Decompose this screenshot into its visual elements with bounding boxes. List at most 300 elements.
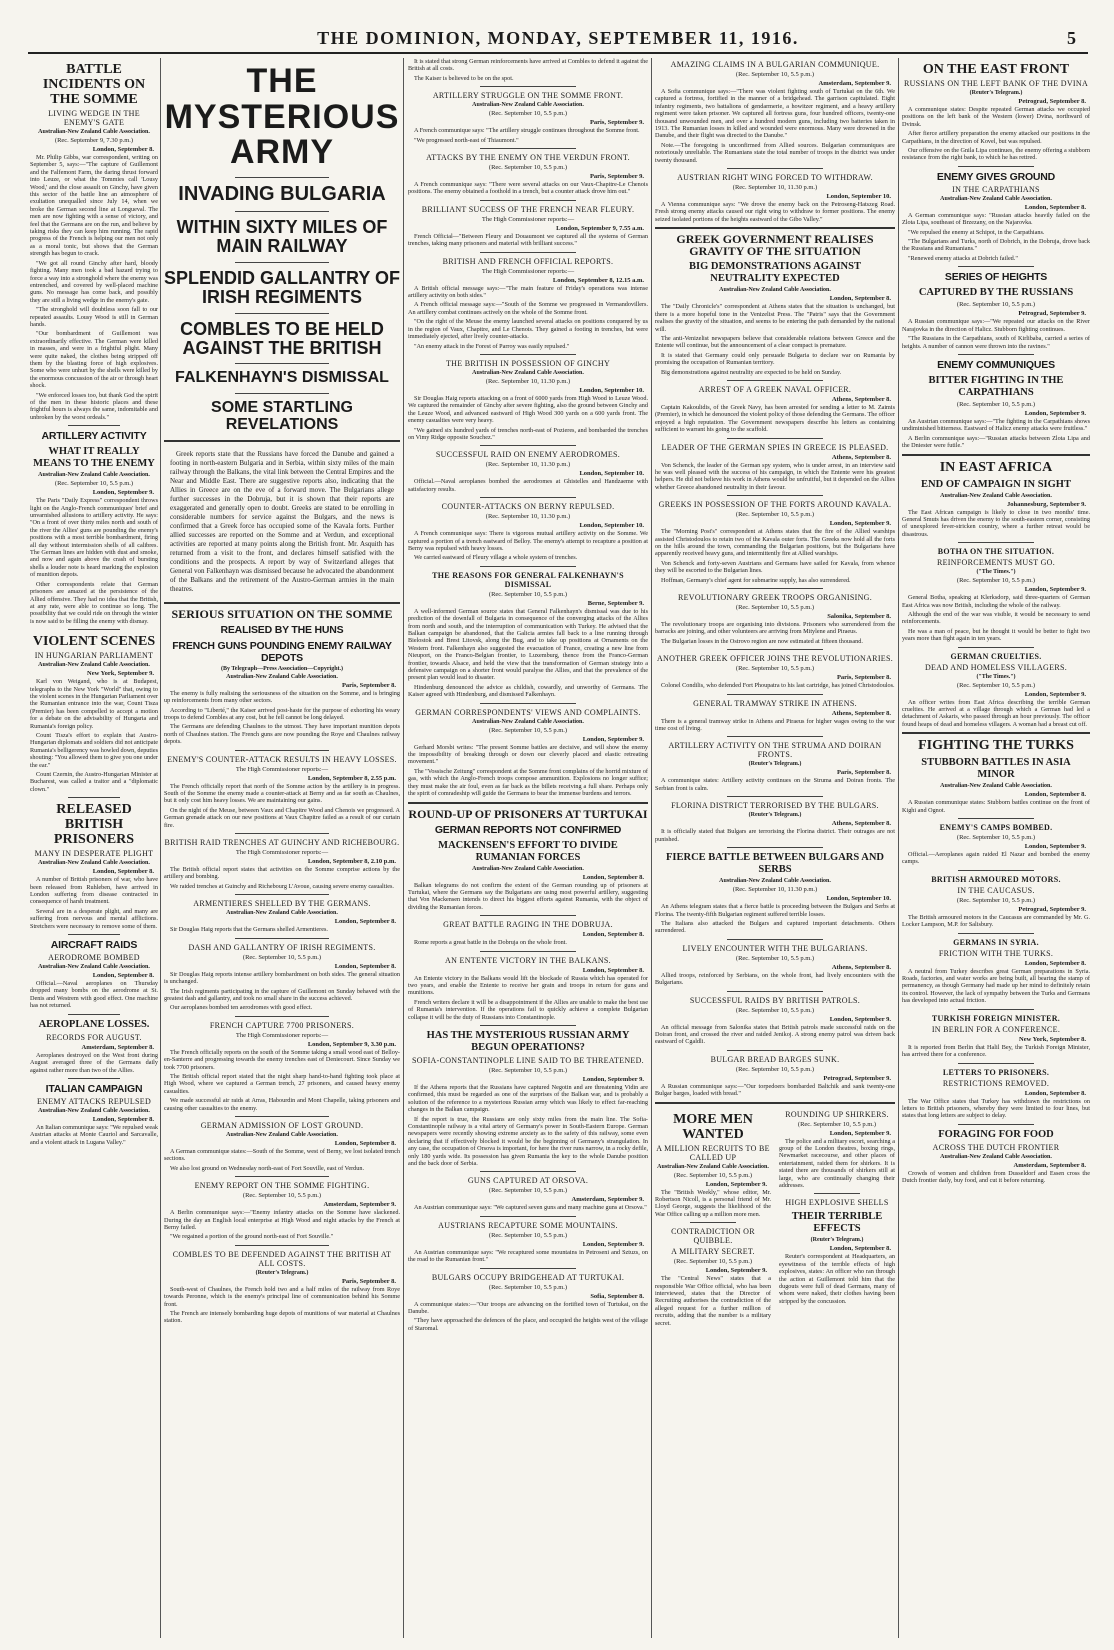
subhead: DEAD AND HOMELESS VILLAGERS. (924, 662, 1068, 672)
dateline: Amsterdam, September 9. (818, 80, 891, 87)
separator (235, 1176, 329, 1177)
headline: RELEASED BRITISH PRISONERS (53, 802, 135, 848)
paragraph: A French communique says: "There were several attacks on our Vaux-Chapitre-Le Chenois positions. The enemy obtained a foothold in a trench, but a counter attack drove him out." (408, 181, 648, 196)
separator (814, 1193, 860, 1194)
paragraph: A Russian communique says:—"Our torpedoers bombarded Baltchik and sank twenty-one Bulgar barges, loaded with bread." (655, 1082, 895, 1098)
paragraph: Allied troops, reinforced by Serbians, on the whole front, had lively encounters with the Bulgarians. (655, 971, 895, 987)
paragraph: "We regained a portion of the ground north-east of Fort Souville." (170, 1233, 334, 1241)
subhead: REALISED BY THE HUNS (220, 623, 344, 636)
paragraph: Sir Douglas Haig reports attacking on a front of 6000 yards from High Wood to Leuze Wood. We captured the remainder of Ginchy after severe fighting, also the ground between Ginchy and the Leuze Wood, and advanced eastward of High Wood 300 yards on a 600 yards front. The enemy casualties were very heavy. (408, 394, 648, 425)
dateline: Petrograd, September 9. (1018, 905, 1086, 913)
paragraph: The "Daily Chronicle's" correspondent at Athens states that the situation is unchanged, but there is a more hopeful tone in the Venizelist Press. The "Patris" says that the Government realises the gravity of the situation, and seems to be entering the path demanded by the national will. (655, 303, 895, 333)
subhead: ACROSS THE DUTCH FRONTIER (932, 1142, 1060, 1152)
dateline: Athens, September 8. (831, 963, 891, 971)
received-line: (Rec. September 10, 5.5 p.m.) (956, 834, 1036, 842)
paragraph: Count Tisza's effort to explain that Austro-Hungarian diplomats and soldiers did not anticipate Rumania's belligerency was howled down, deputies shouting: "You allowed them to give you one under the ear." (30, 731, 158, 769)
source-line: Australian-New Zealand Cable Association. (719, 287, 831, 294)
separator (727, 380, 823, 381)
paragraph: Reuter's correspondent at Headquarters, an eyewitness of the terrible effects of high explosives, states: An officer who ran through the action at Guillemont told him that the dugouts were full of dead Germans, many of whom were naked, their clothes having been stripped by the concussion. (779, 1253, 895, 1305)
separator (480, 252, 576, 253)
received-line: (Rec. September 10, 5.5 p.m.) (735, 604, 815, 612)
paragraph: The War Office states that Turkey has withdrawn the restrictions on letters to British prisoners, whereby they were limited to four lines, but states that long letters are subject to delay. (902, 1097, 1090, 1120)
separator (480, 354, 576, 355)
dateline: London, September 10. (579, 386, 644, 394)
paragraph: The "British Weekly," whose editor, Mr. Robertson Nicoll, is a personal friend of Mr. Lloyd George, suggests the likelihood of the War Office calling up a million more men. (655, 1188, 771, 1218)
paragraph: Big demonstrations against neutrality are expected to be held on Sunday. (661, 368, 842, 376)
received-line: (Rec. September 10, 5.5 p.m.) (956, 301, 1036, 309)
paragraph: Although the end of the war was visible, it would be necessary to send reinforcements. (902, 610, 1090, 626)
dateline: Amsterdam, September 9. (323, 1201, 396, 1209)
headline: ENEMY'S CAMPS BOMBED. (939, 823, 1053, 833)
received-line: (Rec. September 10, 5.5 p.m.) (488, 1066, 568, 1074)
paragraph: An Italian communique says: "We repulsed weak Austrian attacks at Monte Cauriol and Sarcavalle, and a violent attack in Lugana Valley." (30, 1123, 158, 1146)
paragraph: The French officially reports on the south of the Somme taking a small wood east of Belloy-en-Santerre and progressing towards the enemy trenches east of Deniecourt. Since Sunday we took 7700 prisoners. (164, 1048, 400, 1071)
headline: VIOLENT SCENES (32, 634, 156, 650)
paragraph: He was a man of peace, but he thought it would be better to fight two years more than fight again in ten years. (902, 627, 1090, 643)
received-line: (Rec. September 10, 11.30 p.m.) (732, 184, 818, 192)
paragraph: French writers declare it will be a disappointment if the Allies are unable to make the best use of Rumania's intervention. If the operations fail to quickly achieve a complete Bulgarian collapse it will be the duty of Russians into Constantinople. (408, 998, 648, 1021)
headline: THE BRITISH IN POSSESSION OF GINCHY (445, 358, 611, 368)
separator (727, 1050, 823, 1051)
paragraph: It is stated that strong German reinforcements have arrived at Combles to defend it against the British at all costs. (408, 58, 648, 73)
separator (727, 939, 823, 940)
headline: GUNS CAPTURED AT ORSOVA. (467, 1176, 589, 1186)
separator (958, 933, 1033, 934)
separator (164, 440, 400, 442)
dateline: London, September 8. (92, 146, 154, 153)
subhead: LIVING WEDGE IN THE ENEMY'S GATE (48, 109, 140, 127)
subhead: RECORDS FOR AUGUST. (46, 1032, 142, 1042)
paragraph: The enemy is fully realising the seriousness of the situation on the Somme, and is bringing up reinforcements from many other sectors. (164, 689, 400, 705)
paragraph: The East African campaign is likely to close in two months' time. General Smuts has driven the enemy to the south-eastern corner, consisting of unexplored fever-stricken country, where a further retreat would be disastrous. (902, 508, 1090, 538)
paragraph: Sir Douglas Haig reports that the Germans shelled Armentieres. (170, 926, 328, 934)
dateline: Paris, September 9. (589, 173, 644, 181)
source-line: (Reuter's Telegram.) (748, 812, 802, 819)
paragraph: A German communique states:—South of the Somme, west of Berny, we lost isolated trench sections. (164, 1147, 400, 1163)
separator (727, 649, 823, 650)
dateline: Paris, September 8. (836, 769, 891, 777)
headline: FLORINA DISTRICT TERRORISED BY THE BULGARS. (671, 801, 879, 811)
paragraph: Aeroplanes destroyed on the West front during August averaged three of the Germans daily against rather more than two of the Allies. (30, 1051, 158, 1074)
headline: AIRCRAFT RAIDS (50, 939, 138, 952)
headline: HIGH EXPLOSIVE SHELLS (785, 1198, 889, 1208)
subhead: FRENCH GUNS POUNDING ENEMY RAILWAY DEPOTS (172, 639, 392, 664)
separator (902, 454, 1090, 456)
source-line: (Reuter's Telegram.) (748, 761, 802, 768)
paragraph: Von Schenck, the leader of the German spy system, who is under arrest, in an interview said he was well pleased with the success of his campaign, in which the Entente were his greatest helpers. He did not believe his work in Athens would be unfruitful, but it depended on the Allies whether Greece abandoned neutrality in their favour. (655, 461, 895, 491)
dateline: London, September 10. (826, 895, 891, 903)
received-line: (Rec. September 10, 5.5 p.m.) (673, 1171, 753, 1179)
paragraph: The Italians also attacked the Bulgars and captured important detachments. Others surrendered. (655, 919, 895, 935)
source-line: Australian-New Zealand Cable Association. (472, 718, 584, 725)
dateline: London, September 10. (579, 470, 644, 478)
paragraph: Several are in a desperate plight, and many are suffering from nervous and mental afflictions. Stretchers were necessary to remove some of them. (30, 907, 158, 930)
paragraph: South-west of Chaulnes, the French hold two and a half miles of the railway from Roye towards Peronne, which is the enemy's principal line of communication behind his Somme front. (164, 1285, 400, 1308)
subhead: FRICTION WITH THE TURKS. (938, 948, 1054, 958)
received-line: (Rec. September 10, 11.30 p.m.) (732, 886, 818, 894)
separator (727, 796, 823, 797)
headline: BOTHA ON THE SITUATION. (937, 547, 1055, 557)
headline: ENEMY REPORT ON THE SOMME FIGHTING. (194, 1181, 370, 1191)
separator (727, 588, 823, 589)
received-line: The High Commissioner reports:— (235, 765, 329, 773)
paragraph: On the night of the Meuse, between Vaux and Chapitre Wood and Chenois we progressed. A German grenade attack on our new positions at Vaux Chapitre failed as a result of our curtain fire. (164, 806, 400, 829)
separator (68, 425, 119, 426)
headline: SERIOUS SITUATION ON THE SOMME (171, 606, 393, 621)
headline: GERMAN CORRESPONDENTS' VIEWS AND COMPLAINTS. (415, 707, 641, 717)
paragraph: Rome reports a great battle in the Dobruja on the whole front. (414, 939, 567, 947)
separator (958, 647, 1033, 648)
received-line: (Rec. September 10, 5.5 p.m.) (488, 164, 568, 172)
headline: SERIES OF HEIGHTS (944, 271, 1048, 284)
dateline: London, September 9. (92, 489, 154, 497)
paragraph: "They have approached the defences of the place, and occupied the heights west of the village of Staromal. (408, 1317, 648, 1332)
dateline: London, September 9. (829, 520, 891, 528)
dateline: Sofia, September 8. (590, 1292, 644, 1300)
dateline: Paris, September 8. (341, 681, 396, 689)
headline: GREEK GOVERNMENT REALISES GRAVITY OF THE SITUATION (676, 232, 874, 259)
received-line: (Rec. September 10, 5.5 p.m.) (735, 1065, 815, 1073)
received-line: (Rec. September 10, 5.5 p.m.) (673, 1258, 753, 1266)
dateline: Amsterdam, September 9. (571, 1196, 644, 1204)
paragraph: The Kaiser is believed to be on the spot. (414, 74, 514, 82)
separator (235, 894, 329, 895)
paragraph: A communique states:—"Our troops are advancing on the fortified town of Turtukai, on the Danube. (408, 1300, 648, 1316)
headline: AEROPLANE LOSSES. (38, 1018, 150, 1030)
paragraph: The revolutionary troops are organising into divisions. Prisoners who surrendered from the barracks are joining, and other volunteers are arriving from Mitylene and Piraeus. (655, 621, 895, 636)
received-line: (Rec. September 10, 11.30 p.m.) (485, 461, 571, 469)
separator (480, 1216, 576, 1217)
paragraph: A Russian communique states: Stubborn battles continue on the front of Kighi and Ognot. (902, 799, 1090, 814)
separator (958, 542, 1033, 543)
subhead: AERODROME BOMBED (48, 953, 140, 963)
paragraph: An Austrian communique says: "We recaptured some mountains in Petroseni and Sztuzs, on the road to the Rumanian front." (408, 1248, 648, 1264)
headline: AUSTRIANS RECAPTURE SOME MOUNTAINS. (438, 1220, 618, 1230)
headline: BULGAR BREAD BARGES SUNK. (710, 1054, 840, 1064)
separator (727, 495, 823, 496)
paragraph: An official message from Salonika states that British patrols made successful raids on the Doiran front, and crossed the river and raided Jenikoj. A strong enemy patrol was driven back eastward of Cgaldli. (655, 1023, 895, 1046)
column-divider (160, 58, 161, 1638)
paragraph: The "Morning Post's" correspondent at Athens states that the fire of the Allied warships assisted Christodoulos to retain two of the Kavala outer forts. The Greeks now hold all the forts on the hills around the town, commanding the Bulgarian positions, but the Bulgarians have apparently received heavy guns, and intermittently fire at Allied warships. (655, 528, 895, 558)
subhead: IN BERLIN FOR A CONFERENCE. (931, 1024, 1061, 1034)
separator (727, 694, 823, 695)
separator (690, 1222, 736, 1223)
paragraph: The British official report states that activities on the Somme comprise actions by the artillery and bombing. (164, 866, 400, 881)
received-line: (Rec. September 10, 5.5 p.m.) (956, 400, 1036, 408)
dateline: Amsterdam, September 8. (81, 1043, 154, 1051)
received-line: The High Commissioner reports:— (235, 849, 329, 857)
headline: FIERCE BATTLE BETWEEN BULGARS AND SERBS (665, 852, 885, 876)
paragraph: Count Czernin, the Austro-Hungarian Minister at Bucharest, was called a traitor and a "diplomatic clown." (30, 771, 158, 793)
paragraph: The French officially report that north of the Somme action by the artillery is in progress. South of the Somme the enemy made a counter-attack at Berny and as far south as Chaulnes, but it only cost him heavy losses. We are maintaining our gains. (164, 782, 400, 805)
separator (68, 934, 119, 935)
separator (958, 166, 1033, 167)
separator (235, 393, 329, 394)
dateline: London, September 8. (334, 962, 396, 970)
paragraph: Note.—The foregoing is unconfirmed from Allied sources. Bulgarian communiques are notoriously unreliable. The Rumanians state the total number of troops in the district was under twenty thousand. (655, 141, 895, 164)
dateline: London, September 8. (582, 966, 644, 974)
subhead: END OF CAMPAIGN IN SIGHT (921, 478, 1071, 490)
separator (958, 354, 1033, 355)
separator (235, 1116, 329, 1117)
headline: AUSTRIAN RIGHT WING FORCED TO WITHDRAW. (677, 173, 873, 183)
paragraph: There is a general tramway strike in Athens and Piraeus for higher wages owing to the war time cost of living. (655, 717, 895, 733)
paragraph: A French official message says:—"South of the Somme we progressed in Vermandovillers. An artillery combat continues actively on the whole of the Somme front. (408, 301, 648, 316)
dateline: London, September 9. (1024, 843, 1086, 851)
paragraph: A Berlin communique says:—"Russian attacks between Zlota Lipa and the Dniester were futile." (902, 434, 1090, 450)
column-3 (408, 58, 648, 1638)
dateline: London, September 8. (334, 918, 396, 926)
separator (480, 915, 576, 916)
dateline: London, September 8. (1024, 1089, 1086, 1097)
column-divider (651, 58, 652, 1638)
received-line: (Rec. September 10, 5.5 p.m.) (956, 896, 1036, 904)
separator (727, 847, 823, 848)
separator (902, 732, 1090, 734)
subhead: RUSSIANS ON THE LEFT BANK OF THE DVINA (903, 79, 1089, 88)
paragraph: French Official—"Between Fleury and Douaumont we captured all the systems of German trenches, taking many prisoners and material with brilliant success." (408, 232, 648, 248)
paragraph: Captain Kakoulidis, of the Greek Navy, has been arrested for sending a letter to M. Zaimis (Premier), in which he denounced the violent policy of those defending the Germans. The officer enjoyed a high reputation. The Government newspapers describe his letters as containing sufficient to warrant his going to the scaffold. (655, 403, 895, 434)
paragraph: An Athens telegram states that a fierce battle is proceeding between the Bulgars and Serbs at Florina. The twenty-fifth Bulgarian regiment suffered terrible losses. (655, 903, 895, 918)
received-line: (Rec. September 10, 5.5 p.m.) (242, 1192, 322, 1200)
subhead: MANY IN DESPERATE PLIGHT (34, 849, 154, 859)
paragraph: A number of British prisoners of war, who have been released from Ruhleben, have arrived in London suffering from disease contracted in consequence of harsh treatment. (30, 876, 158, 906)
received-line: The High Commissioner reports:— (235, 1031, 329, 1039)
dateline: London, September 8, 2.55 p.m. (307, 774, 396, 782)
headline: THE REASONS FOR GENERAL FALKENHAYN'S DISMISSAL (432, 570, 624, 589)
source-line: Australian-New Zealand Cable Association. (38, 472, 150, 479)
dateline: Athens, September 8. (831, 820, 891, 828)
dateline: Petrograd, September 9. (1018, 310, 1086, 318)
paragraph: Other correspondents relate that German prisoners are amazed at the persistence of the Allied offensive. They had no idea that the British, at any rate, were able to continue so long. The possibility that we could ride on through the winter is now said to be filling the enemy with dismay. (30, 580, 158, 625)
dateline: London, September 9. (705, 1180, 767, 1188)
separator (235, 833, 329, 834)
separator (480, 1025, 576, 1026)
paragraph: Crowds of women and children from Dusseldorf and Essen cross the Dutch frontier daily, buy food, and cut it before returning. (902, 1169, 1090, 1185)
column-5 (902, 58, 1090, 1638)
dateline: New York, September 8. (1019, 1035, 1086, 1043)
headline: LEADER OF THE GERMAN SPIES IN GREECE IS PLEASED. (661, 442, 889, 452)
dateline: London, September 9. (1024, 586, 1086, 594)
headline: GERMANS IN SYRIA. (953, 937, 1039, 947)
separator (958, 1063, 1033, 1064)
lead-deck: SOME STARTLING REVELATIONS (211, 399, 353, 433)
received-line: (Rec. September 10, 5.5 p.m.) (735, 1006, 815, 1014)
received-line: (Rec. September 10, 5.5 p.m.) (488, 590, 568, 598)
lead-paragraph: Greek reports state that the Russians have forced the Danube and gained a footing in north-eastern Bulgaria and in Serbia, within sixty miles of the main railway through the Balkans, the vital link between the Central Empires and the Near and Middle East. There are suggestive reports also, indicating that the Allies in Greece are on the eve of a forward move. The Bulgarians allege further successes in the Dobruja, but it is shown that their reports are exaggerated and generally open to doubt. Greeks are stated to be enrolling in considerable numbers for service against the Bulgars, and the news is confirmed that a Greek force has occupied some of the Kavala forts. Further allied successes are reported on the Somme and at Verdun, and exceptional activities are reported at many points along the British front. Mr. Asquith has returned from a visit to the front, and declares himself satisfied with the conditions and the prospects. A report by way of Switzerland alleges that General von Falkenhayn was dismissed because he advocated the abandonment of the Balkans and the retirement of the Austro-German armies in the main theatres. (170, 449, 394, 593)
dateline: London, September 8. (334, 1139, 396, 1147)
received-line: (Rec. September 10, 5.5 p.m.) (54, 480, 134, 488)
paragraph: Hoffman, Germany's chief agent for submarine supply, has also surrendered. (661, 576, 851, 584)
separator (68, 1014, 119, 1015)
paragraph: A British official message says:—"The main feature of Friday's operations was intense artillery activity on both sides." (408, 284, 648, 300)
paragraph: It is reported from Berlin that Halil Bey, the Turkish Foreign Minister, has arrived there for a conference. (902, 1043, 1090, 1059)
paragraph: Karl von Weigand, who is at Budapest, telegraphs to the New York "World" that, owing to the violent scenes in the Hungarian Parliament over the Rumanian entrance into the war, Count Tisza (Premier) has been compelled to accept a motion for a debate on the advisability of Hungaria and Rumania's foreign policy. (30, 678, 158, 730)
paragraph: We also lost ground on Wednesday north-east of Fort Souville, east of Verdun. (170, 1164, 364, 1172)
dateline: London, September 8. (829, 1245, 891, 1253)
source-line: ("The Times.") (976, 569, 1016, 576)
page-number: 5 (1067, 28, 1076, 48)
paragraph: Official.—Naval aeroplanes on Thursday dropped many bombs on the aerodrome at St. Denis and Westrem with good effect. One machine has not returned. (30, 980, 158, 1010)
subhead: BIG DEMONSTRATIONS AGAINST NEUTRALITY EXPECTED (689, 261, 861, 285)
headline: AN ENTENTE VICTORY IN THE BALKANS. (445, 955, 611, 965)
paragraph: An Austrian communique says:—"The fighting in the Carpathians shows undiminished bitterness. Eastward of Halicz enemy attacks were fruitless." (902, 417, 1090, 433)
headline: COUNTER-ATTACKS ON BERNY REPULSED. (441, 502, 615, 512)
source-line: Australian-New Zealand Cable Association. (940, 492, 1052, 499)
paragraph: A French communique says: There is vigorous mutual artillery activity on the Somme. We captured a portion of a trench eastward of Belloy. The enemy's attempt to recapture a position at Berny was repulsed with heavy losses. (408, 530, 648, 552)
dateline: London, September 9. (1024, 409, 1086, 417)
paragraph: "The Bulgarians and Turks, north of Dobrich, in the Dobruja, drove back the Russians and Rumanians." (902, 238, 1090, 253)
two-column-block (655, 1108, 895, 1329)
paragraph: It is officially stated that Bulgars are terrorising the Florina district. Their outrages are not punished. (655, 828, 895, 843)
separator (235, 313, 329, 314)
headline: BATTLE INCIDENTS ON THE SOMME (42, 62, 146, 107)
dateline: Paris, September 8. (836, 674, 891, 682)
headline: COMBLES TO BE DEFENDED AGAINST THE BRITISH AT ALL COSTS. (172, 1249, 392, 1268)
headline: BRILLIANT SUCCESS OF THE FRENCH NEAR FLEURY. (421, 204, 635, 214)
received-line: (Rec. September 10, 5.5 p.m.) (488, 1231, 568, 1239)
headline: ARTILLERY STRUGGLE ON THE SOMME FRONT. (432, 91, 624, 101)
separator (235, 177, 329, 178)
dateline: Athens, September 8. (831, 453, 891, 461)
separator (727, 168, 823, 169)
subhead: BITTER FIGHTING IN THE CARPATHIANS (928, 374, 1064, 398)
subhead: IN HUNGARIAN PARLIAMENT (34, 651, 154, 661)
paragraph: The Germans are defending Chaulnes to the utmost. They have important munition depots north of Chaulnes station. The French guns are now pounding the Roye and Chaulnes railway depots. (164, 723, 400, 746)
dateline: Berne, September 9. (587, 599, 644, 607)
subhead: RESTRICTIONS REMOVED. (942, 1078, 1050, 1088)
dateline: Paris, September 8. (341, 1277, 396, 1285)
paragraph: Our aeroplanes bombed ten aerodromes with good effect. (170, 1004, 313, 1012)
headline: GERMAN ADMISSION OF LOST GROUND. (200, 1120, 364, 1130)
paragraph: The Paris "Daily Express" correspondent throws light on the Anglo-French communiques' brief and unvarnished allusions to artillery activity. He says: "On a front of over thirty miles north and south of the river the Allies' guns are pounding the enemy's positions with a most terrible bombardment, firing all day without intermission shells of all calibres. The German lines are hidden with dust and smoke, and now and again above the crash of bursting shells a louder note is heard marking the explosion of munition depots. (30, 497, 158, 579)
dateline: London, September 9. (582, 1075, 644, 1083)
masthead (28, 24, 1088, 50)
dateline: London, September 8. (1024, 959, 1086, 967)
paragraph: A Russian communique says:—"We repeated our attacks on the River Narajovka in the direction of Halicz. Stubborn fighting continues. (902, 318, 1090, 333)
dateline: London, September 8. (582, 931, 644, 939)
dateline: London, September 9. (582, 1240, 644, 1248)
subcolumn-right (779, 1108, 895, 1329)
column-4 (655, 58, 895, 1638)
headline: MORE MEN WANTED (673, 1111, 753, 1142)
separator (68, 1078, 119, 1079)
source-line: Australian-New Zealand Cable Association. (940, 783, 1052, 790)
headline: BRITISH RAID TRENCHES AT GUINCHY AND RICHEBOURG. (164, 838, 400, 848)
headline: BULGARS OCCUPY BRIDGEHEAD AT TURTUKAI. (431, 1272, 625, 1282)
paragraph: The French are intensely bombarding huge depots of munitions of war material at Chaulnes station. (164, 1310, 400, 1325)
headline: ITALIAN CAMPAIGN (45, 1082, 143, 1095)
subhead: GERMAN REPORTS NOT CONFIRMED (434, 823, 622, 836)
separator (235, 1016, 329, 1017)
subhead: SOFIA-CONSTANTINOPLE LINE SAID TO BE THREATENED. (412, 1055, 644, 1065)
paragraph: The "Vossische Zeitung" correspondent at the Somme front complains of the horrid mixture of gas, with which the Anglo-French troops compose ammunition. Explosions no longer suffice; they must make the air foul, even as far back as the billets receiving a full share. Perhaps only the spirit of comradeship will guide the Germans to bear the immense burdens and terrors. (408, 767, 648, 798)
paragraph: "On the right of the Meuse the enemy launched several attacks on positions conquered by us in the region of Vaux, Chapitre, and Le Chenois. They gained a footing in trenches, but were immediately ejected, after lively counter-attacks. (408, 318, 648, 341)
received-line: (Rec. September 10, 5.5 p.m.) (735, 71, 815, 78)
subhead: ENEMY ATTACKS REPULSED (36, 1096, 152, 1106)
paragraph: The British official report stated that the night sharp hand-to-hand fighting took place at High Wood, where we captured a German trench, 27 prisoners, and caused heavy enemy casualties. (164, 1072, 400, 1095)
paragraph: The anti-Venizelist newspapers believe that considerable relations between Greece and the Entente will continue, but the announcement of a clear compact is premature. (655, 334, 895, 350)
paragraph: "We progressed north-east of Thiaumont." (414, 136, 519, 144)
dateline: Athens, September 8. (831, 395, 891, 403)
source-line: Australian-New Zealand Cable Association. (226, 673, 338, 680)
paragraph: "The stronghold will doubtless soon fall to our repeated assaults. Lousy Wood is still in German hands. (30, 306, 158, 328)
source-line: Australian-New Zealand Cable Association. (226, 1131, 338, 1138)
paragraph: A communique states: Despite repeated German attacks we occupied positions on the left bank of the Western (lower) Dvina, northward of Dvinsk. (902, 106, 1090, 128)
paragraph: "We gained six hundred yards of trenches north-east of Pozieres, and bombarded the trenches on Vimy Ridge opposite Souchez." (408, 426, 648, 441)
separator (958, 818, 1033, 819)
separator (480, 1268, 576, 1269)
dateline: London, September 8. (92, 972, 154, 980)
separator (480, 148, 576, 149)
received-line: (Rec. September 10, 5.5 p.m.) (956, 577, 1036, 585)
headline: GREAT BATTLE RAGING IN THE DOBRUJA. (443, 920, 613, 930)
lead-headline: THE MYSTERIOUS ARMY (164, 62, 400, 172)
paragraph: The police and a military escort, searching a group of the London theatres, boxing rings, Newmarket racecourse, and other places of entertainment, raided them for shirkers. It is stated there are thousands of shirkers still at large, who are continually changing their addresses. (779, 1137, 895, 1189)
received-line: (Rec. September 10, 5.5 p.m.) (735, 954, 815, 962)
subcolumn-left (655, 1108, 771, 1329)
paragraph: Balkan telegrams do not confirm the extent of the German rounding up of prisoners at Turtukai, where the Germans say the Bulgarians are using most powerful artillery, suggesting that Von Mackensen intends to direct his biggest efforts against Rumania, with the object of dividing the Rumanian forces. (408, 881, 648, 911)
paragraph: Official.—Naval aeroplanes bombed the aerodromes at Ghistelles and Handzaeme with satisfactory results. (408, 478, 648, 493)
headline: LIVELY ENCOUNTER WITH THE BULGARIANS. (682, 943, 868, 953)
separator (68, 797, 119, 798)
source-line: Australian-New Zealand Cable Association. (940, 1153, 1052, 1160)
subhead: MACKENSEN'S EFFORT TO DIVIDE RUMANIAN FORCES (438, 839, 618, 863)
received-line: The High Commissioner reports:— (481, 267, 575, 275)
headline: ENEMY GIVES GROUND (936, 170, 1056, 183)
dateline: London, September 10. (826, 193, 891, 201)
headline: CONTRADICTION OR QUIBBLE. (671, 1227, 755, 1246)
source-line: Australian-New Zealand Cable Association. (38, 860, 150, 867)
received-line: (Rec. September 10, 11.30 p.m.) (485, 377, 571, 385)
separator (727, 736, 823, 737)
subhead: IN THE CARPATHIANS (952, 184, 1040, 194)
source-line: Australian-New Zealand Cable Association. (38, 662, 150, 669)
source-line: (Reuter's Telegram.) (255, 1269, 309, 1276)
source-line: Australian-New Zealand Cable Association. (940, 195, 1052, 202)
lead-deck: INVADING BULGARIA (178, 183, 386, 206)
paragraph: A French communique says: "The artillery struggle continues throughout the Somme front. (414, 127, 640, 135)
paragraph: Official.—Aeroplanes again raided El Nazar and bombed the enemy camps. (902, 851, 1090, 866)
source-line: (By Telegraph—Press Association—Copyright.) (220, 665, 344, 672)
separator (727, 991, 823, 992)
dateline: London, September 8. (829, 295, 891, 303)
headline: ATTACKS BY THE ENEMY ON THE VERDUN FRONT. (426, 153, 630, 163)
source-line: (Reuter's Telegram.) (969, 90, 1023, 96)
subhead: REINFORCEMENTS MUST GO. (936, 558, 1056, 568)
headline: ANOTHER GREEK OFFICER JOINS THE REVOLUTIONARIES. (656, 654, 894, 664)
paragraph: If the Athens reports that the Russians have captured Negotin and are threatening Vidin are confirmed, this must be regarded as one of the surprises of the Balkan war, and is probably a solution of the reference to a mysterious Russian army which was likely to effect far-reaching changes in the Balkan campaign. (408, 1083, 648, 1114)
headline: DASH AND GALLANTRY OF IRISH REGIMENTS. (188, 942, 376, 952)
lead-deck: WITHIN SIXTY MILES OF MAIN RAILWAY (176, 217, 388, 256)
headline: HAS THE MYSTERIOUS RUSSIAN ARMY BEGUN OPERATIONS? (426, 1029, 630, 1053)
source-line: Australian-New Zealand Cable Association. (719, 878, 831, 885)
subhead: A MILITARY SECRET. (671, 1247, 755, 1257)
dateline: New York, September 9. (87, 670, 154, 678)
subhead: CAPTURED BY THE RUSSIANS (918, 287, 1074, 299)
dateline: London, September 8. (1024, 203, 1086, 211)
headline: FORAGING FOR FOOD (938, 1128, 1054, 1140)
received-line: (Rec. September 10, 5.5 p.m.) (797, 1120, 877, 1128)
source-line: (Reuter's Telegram.) (810, 1237, 864, 1244)
source-line: Australian-New Zealand Cable Association. (38, 1107, 150, 1114)
received-line: (Rec. September 10, 5.5 p.m.) (956, 681, 1036, 689)
paragraph: The Irish regiments participating in the capture of Guillemont on Sunday behaved with the greatest dash and gallantry, and took no small share in the success achieved. (164, 987, 400, 1002)
paragraph: It is stated that Germany could only persuade Bulgaria to declare war on Rumania by promising the occupation of Rumanian territory. (655, 351, 895, 367)
dateline: London, September 9. (705, 1267, 767, 1275)
dateline: Salonika, September 8. (827, 613, 891, 621)
dateline: Athens, September 8. (831, 709, 891, 717)
